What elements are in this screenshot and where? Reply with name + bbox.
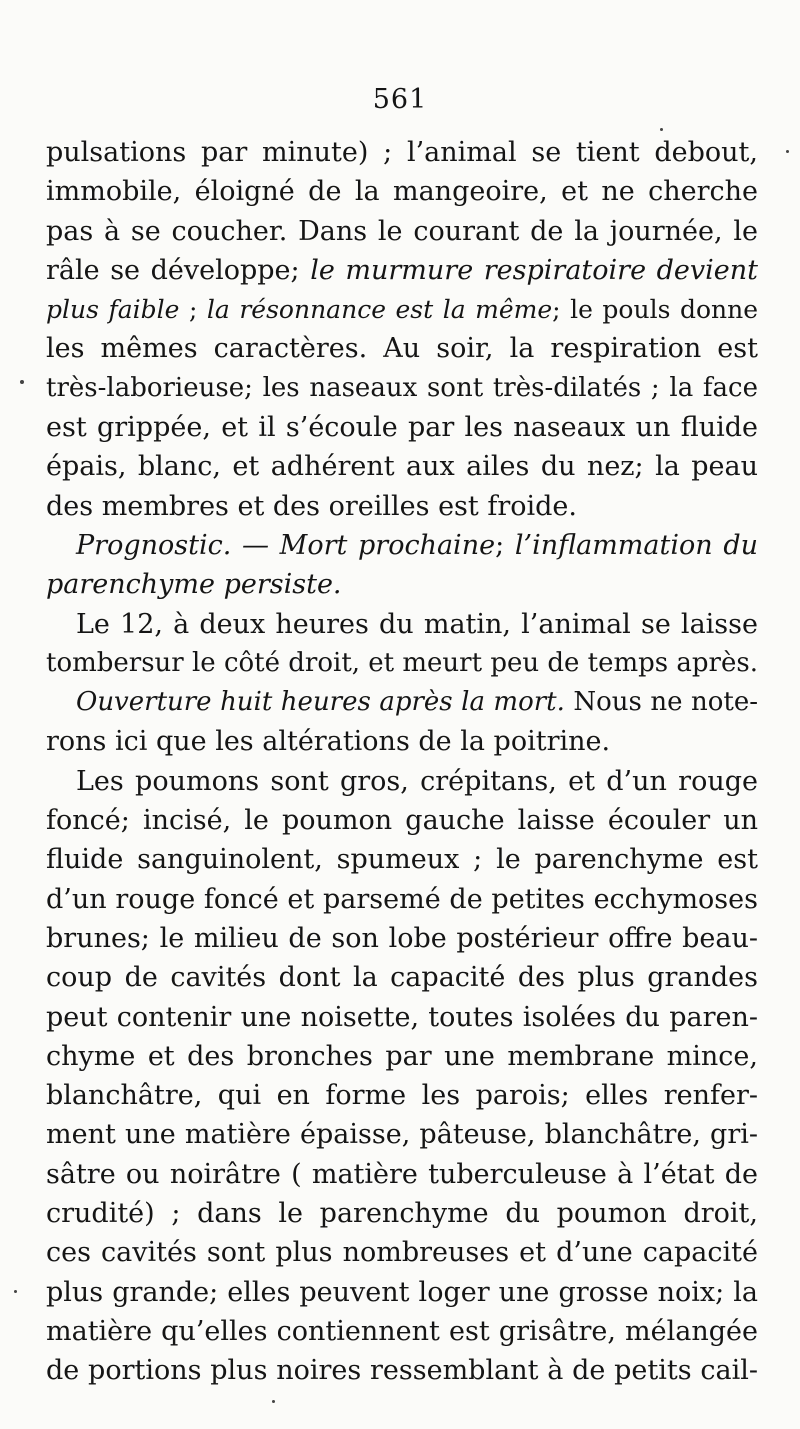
text-segment: tombersur le côté droit, et meurt peu de temps après. (46, 647, 758, 678)
text-segment: fluide sanguinolent, spumeux ; le parenchyme est (46, 844, 758, 876)
text-line (46, 1076, 758, 1115)
text-segment: coup de cavités dont la capacité des plus grandes (46, 962, 758, 994)
text-line (46, 290, 758, 329)
text-segment: râle se développe; (46, 254, 311, 286)
text-line (46, 1233, 758, 1272)
text-segment: très-laborieuse; les naseaux sont très-dilatés ; la face (46, 372, 758, 403)
text-segment: Nous ne note- (564, 687, 758, 718)
text-line (46, 1155, 758, 1194)
text-line (46, 369, 758, 408)
italic-text: plus faible (46, 295, 180, 325)
text-line (46, 133, 758, 172)
scan-speck (20, 380, 24, 384)
page-number: 561 (372, 84, 428, 115)
text-segment: ment une matière épaisse, pâteuse, blanchâtre, gri- (46, 1119, 758, 1151)
text-line (46, 251, 758, 290)
text-segment: blanchâtre, qui en forme les parois; elles renfer- (46, 1080, 758, 1112)
text-line (46, 172, 758, 211)
text-line (46, 1037, 758, 1076)
text-line (46, 1115, 758, 1154)
text-line (46, 762, 758, 801)
text-segment: immobile, éloigné de la mangeoire, et ne cherche (46, 176, 758, 208)
text-segment: peut contenir une noisette, toutes isolées du paren- (46, 1001, 758, 1033)
text-line (46, 487, 758, 526)
text-line (46, 919, 758, 958)
text-line (46, 801, 758, 840)
text-line (46, 683, 758, 722)
text-segment: brunes; le milieu de son lobe postérieur offre beau- (46, 922, 758, 954)
text-line (46, 447, 758, 486)
scan-speck (14, 1290, 17, 1293)
text-line (46, 605, 758, 644)
text-segment: rons ici que les altérations de la poitrine. (46, 726, 611, 758)
text-segment: épais, blanc, et adhérent aux ailes du nez; la peau (46, 451, 758, 483)
text-line (46, 1273, 758, 1312)
text-segment: d’un rouge foncé et parsemé de petites ecchymoses (46, 883, 758, 915)
text-line (46, 526, 758, 565)
italic-text: l’inflammation du (514, 529, 758, 561)
text-segment: ; le pouls donne (552, 295, 758, 325)
text-segment: des membres et des oreilles est froide. (46, 490, 577, 522)
text-line (46, 212, 758, 251)
text-segment: chyme et des bronches par une membrane mince, (46, 1040, 758, 1072)
text-segment: sâtre ou noirâtre ( matière tuberculeuse à l’état de (46, 1158, 758, 1190)
scan-speck (660, 128, 663, 131)
text-segment: Les poumons sont gros, crépitans, et d’un rouge (76, 765, 758, 797)
text-segment: crudité) ; dans le parenchyme du poumon droit, (46, 1198, 758, 1230)
text-line (46, 1194, 758, 1233)
italic-text: la résonnance est la même (206, 295, 553, 325)
text-segment: pulsations par minute) ; l’animal se tient debout, (46, 137, 758, 168)
text-line (46, 408, 758, 447)
italic-text: Prognostic. — Mort prochaine (76, 529, 496, 561)
text-line (46, 722, 758, 761)
italic-text: parenchyme persiste. (46, 569, 342, 601)
text-line (46, 644, 758, 683)
text-line (46, 1351, 758, 1390)
text-segment: les mêmes caractères. Au soir, la respiration est (46, 333, 758, 365)
text-segment: foncé; incisé, le poumon gauche laisse écouler un (46, 805, 758, 837)
italic-text: le murmure respiratoire devient (310, 254, 758, 286)
text-line (46, 565, 758, 604)
text-segment: ; (495, 529, 515, 561)
text-line (46, 1312, 758, 1351)
scan-speck (272, 1400, 275, 1403)
text-line (46, 998, 758, 1037)
text-segment: matière qu’elles contiennent est grisâtre, mélangée (46, 1315, 758, 1347)
italic-text: Ouverture huit heures après la mort. (76, 687, 565, 718)
text-segment: est grippée, et il s’écoule par les naseaux un fluide (46, 412, 758, 444)
text-segment: Le 12, à deux heures du matin, l’animal se laisse (76, 608, 758, 640)
text-segment: pas à se coucher. Dans le courant de la journée, le (46, 215, 758, 247)
text-line (46, 880, 758, 919)
text-line (46, 958, 758, 997)
text-line (46, 840, 758, 879)
text-segment: plus grande; elles peuvent loger une grosse noix; la (46, 1276, 758, 1308)
text-segment: ces cavités sont plus nombreuses et d’une capacité (46, 1237, 758, 1269)
text-line (46, 329, 758, 368)
scan-speck (786, 150, 789, 153)
text-segment: de portions plus noires ressemblant à de petits cail- (46, 1355, 758, 1387)
body-text (46, 133, 758, 1391)
text-segment: ; (179, 295, 207, 325)
